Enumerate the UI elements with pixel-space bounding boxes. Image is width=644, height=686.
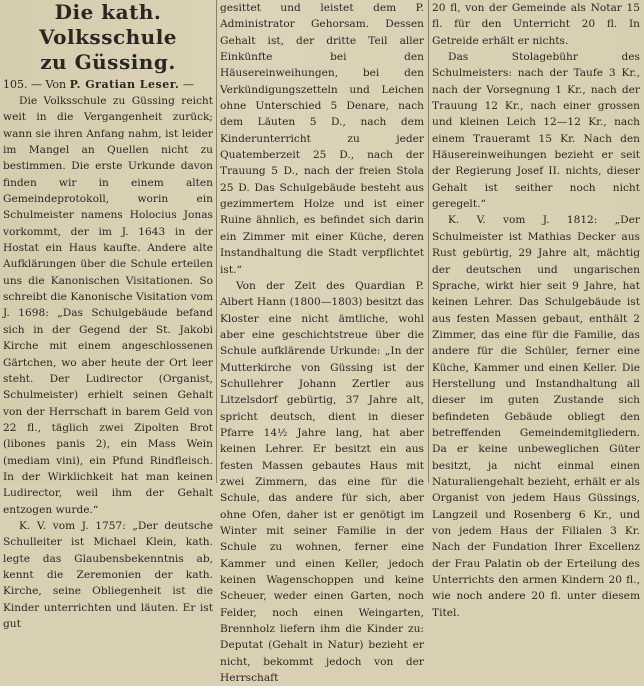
- column-2: [220, 0, 424, 685]
- paragraph: K. V. vom J. 1757: „Der deutsche Schulleiter ist Michael Klein, kath. legte das Glaubensbekenntnis ab, kennt die Zeremonien der kath. Kirche, seine Obliegenheit ist die Kinder unterrichten und läuten. Er ist gut: [3, 519, 213, 630]
- paragraph: Von der Zeit des Quardian P. Albert Hann (1800—1803) besitzt das Kloster eine nicht ämtliche, wohl aber eine geschichtstreue über die Schule aufklärende Urkunde: „In der Mutterkirche von Güssing ist der Schullehrer Johann Zertler aus Litzelsdorf gebürtig, 37 Jahre alt, spricht deutsch, dient in dieser Pfarre 14½ Jahre lang, hat aber keinen Lehrer. Er besitzt ein aus festen Massen gebautes Haus mit zwei Zimmern, das eine für die Schule, das andere für sich, aber ohne Ofen, daher ist er genötigt im Winter mit seiner Familie in der Schule zu wohnen, ferner eine Kammer und einen Keller, jedoch keinen Wagenschoppen und keine Scheuer, weder einen Garten, noch Felder, noch einen Weingarten, Brennholz liefern ihm die Kinder zu: Deputat (Gehalt in Natur) bezieht er nicht, bekommt jedoch von der Herrschaft: [220, 279, 424, 685]
- paragraph: gesittet und leistet dem P. Administrator Gehorsam. Dessen Gehalt ist, der dritte Teil aller Einkünfte bei den Häusereinweihungen, bei den Verkündigungszetteln und Leichen ohne Unterschied 5 Denare, nach dem Läuten 5 D., nach dem Kinderunterricht zu jeder Quatemberzeit 25 D., nach der Trauung 5 D., nach der freien Stola 25 D. Das Schulgebäude besteht aus gezimmertem Holze und ist einer Ruine ähnlich, es befindet sich darin ein Zimmer mit einer Küche, deren Instandhaltung die Stadt verpflichtet ist.“: [220, 2, 424, 276]
- article-title-line-2: zu Güssing.: [40, 50, 176, 74]
- paragraph: K. V. vom J. 1812: „Der Schulmeister ist Mathias Decker aus Rust gebürtig, 29 Jahre alt, mächtig der deutschen und ungarischen Sprache, wirkt hier seit 9 Jahre, hat keinen Lehrer. Das Schulgebäude ist aus festen Massen gebaut, enthält 2 Zimmer, das eine für die Familie, das andere für die Schüler, ferner eine Küche, Kammer und einen Keller. Die Herstellung und Instandhaltung all dieser im guten Zustande sich befindeten Gebäude obliegt den betreffenden Gemeindemitgliedern. Da er keine unbeweglichen Güter besitzt, ja nicht einmal einen Naturaliengehalt bezieht, erhält er als Organist von jedem Haus Güssings, Langzeil und Rosenberg 6 Kr., und von jedem Haus der Filialen 3 Kr. Nach der Fundation Ihrer Excellenz der Frau Palatin ob der Erteilung des Unterrichts den armen Kindern 20 fl., wie noch andere 20 fl. unter diesem Titel.: [432, 214, 640, 619]
- article-author: P. Gratian Leser.: [69, 78, 180, 91]
- byline-dash-after: —: [182, 78, 194, 91]
- article-title-line-1: Die kath. Volksschule: [38, 0, 178, 49]
- paragraph: Die Volksschule zu Güssing reicht weit in die Vergangenheit zurück; wann sie ihren Anfang nahm, ist leider im Mangel an Quellen nicht zu bestimmen. Die erste Urkunde davon finden wir in einem alten Gemeindeprotokoll, worin ein Schulmeister namens Holocius Jonas vorkommt, der im J. 1643 in der Hostat ein Haus kaufte. Andere alte Aufklärungen über die Schule erteilen uns die Kanonischen Visitationen. So schreibt die Kanonische Visitation vom J. 1698: „Das Schulgebäude befand sich in der Gegend der St. Jakobi Kirche mit einem angeschlossenen Gärtchen, wo aber heute der Ort leer steht. Der Ludirector (Organist, Schulmeister) erhielt seinen Gehalt von der Herrschaft in barem Geld von 22 fl., täglich zwei Zipolten Brot (libones panis 2), ein Mass Wein (mediam vini), ein Pfund Rindfleisch. In der Wirklichkeit hat man keinen Ludirector, weil ihm der Gehalt entzogen wurde.“: [3, 95, 213, 516]
- article-number: 105.: [3, 78, 28, 91]
- column-1: [3, 0, 213, 630]
- column-3: [432, 0, 640, 619]
- article-title: [3, 0, 213, 75]
- paragraph: 20 fl, von der Gemeinde als Notar 15 fl. für den Unterricht 20 fl. In Getreide erhält er nichts.: [432, 2, 640, 47]
- paragraph: Das Stolagebühr des Schulmeisters: nach der Taufe 3 Kr., nach der Vorsegnung 1 Kr., nach der Trauung 12 Kr., nach einer grossen und kleinen Leich 12—12 Kr., nach einem Traueramt 15 Kr. Nach den Häusereinweihungen bezieht er seit der Regierung Josef II. nichts, dieser Gehalt ist seither noch nicht geregelt.“: [432, 51, 640, 211]
- column-divider: [216, 0, 217, 483]
- article-byline: [3, 77, 213, 93]
- column-divider: [428, 0, 429, 483]
- byline-dash-before: — Von: [31, 78, 67, 91]
